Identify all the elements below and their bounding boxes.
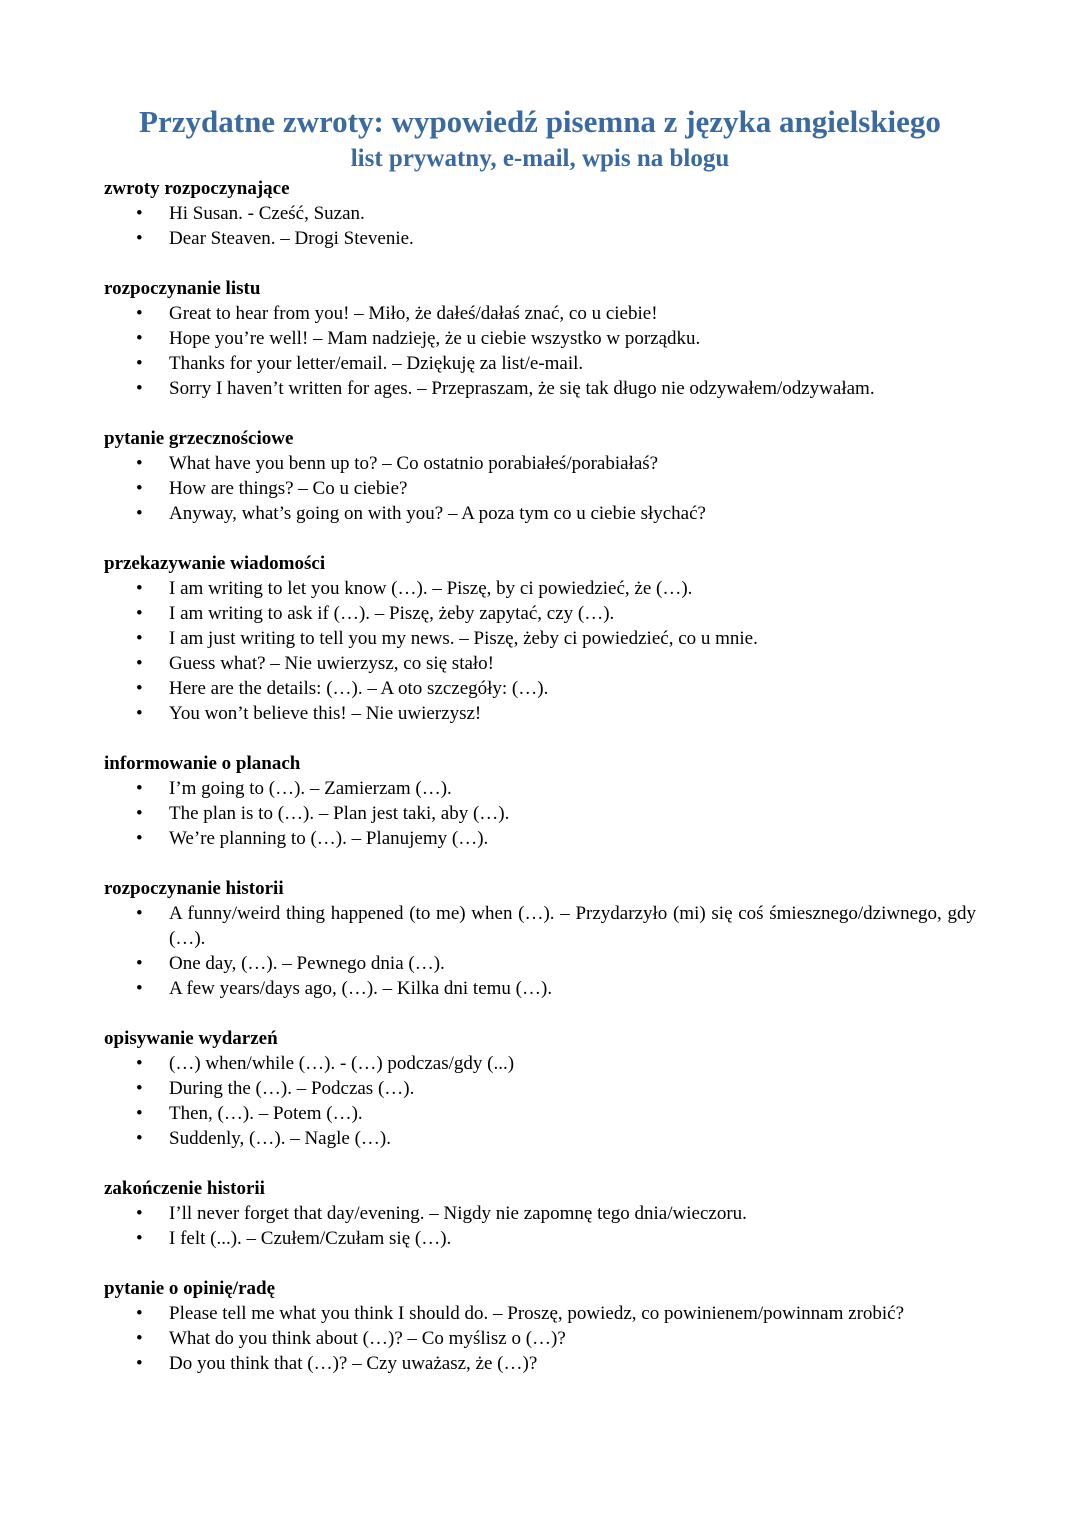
list-item bbox=[104, 1226, 976, 1251]
phrase-text: We’re planning to (…). – Planujemy (…). bbox=[169, 828, 489, 849]
bullet-icon: • bbox=[136, 328, 143, 349]
bullet-icon: • bbox=[136, 478, 143, 499]
list-item bbox=[104, 951, 976, 976]
list-item bbox=[104, 676, 976, 701]
bullet-icon: • bbox=[136, 1353, 143, 1374]
list-item bbox=[104, 1201, 976, 1226]
page-subtitle: list prywatny, e-mail, wpis na blogu bbox=[350, 145, 730, 172]
list-item bbox=[104, 326, 976, 351]
section bbox=[104, 551, 976, 726]
list-item bbox=[104, 451, 976, 476]
phrase-text: One day, (…). – Pewnego dnia (…). bbox=[169, 953, 445, 974]
list-item bbox=[104, 501, 976, 526]
bullet-icon: • bbox=[136, 703, 143, 724]
bullet-icon: • bbox=[136, 1203, 143, 1224]
phrase-text: Do you think that (…)? – Czy uważasz, że (…)? bbox=[169, 1353, 538, 1374]
phrase-text: During the (…). – Podczas (…). bbox=[169, 1078, 415, 1099]
section-heading: informowanie o planach bbox=[104, 753, 301, 774]
page-title: Przydatne zwroty: wypowiedź pisemna z języka angielskiego bbox=[139, 104, 941, 139]
list-item bbox=[104, 201, 976, 226]
phrase-text: I am just writing to tell you my news. – Piszę, żeby ci powiedzieć, co u mnie. bbox=[169, 628, 758, 649]
list-item bbox=[104, 1076, 976, 1101]
list-item bbox=[104, 576, 976, 601]
phrase-text: Guess what? – Nie uwierzysz, co się stało! bbox=[169, 653, 495, 674]
list-item bbox=[104, 701, 976, 726]
section bbox=[104, 751, 976, 851]
phrase-text: Here are the details: (…). – A oto szczegóły: (…). bbox=[169, 678, 549, 699]
phrase-text: Please tell me what you think I should do. – Proszę, powiedz, co powinienem/powinnam zrobić? bbox=[169, 1303, 905, 1324]
bullet-icon: • bbox=[136, 903, 143, 924]
list-item bbox=[104, 351, 976, 376]
bullet-icon: • bbox=[136, 1228, 143, 1249]
list-item bbox=[104, 901, 976, 951]
phrase-text: I felt (...). – Czułem/Czułam się (…). bbox=[169, 1228, 452, 1249]
bullet-icon: • bbox=[136, 1078, 143, 1099]
section-heading: przekazywanie wiadomości bbox=[104, 553, 326, 574]
list-item bbox=[104, 376, 976, 401]
phrase-text: Then, (…). – Potem (…). bbox=[169, 1103, 363, 1124]
list-item bbox=[104, 1301, 976, 1326]
bullet-icon: • bbox=[136, 803, 143, 824]
section bbox=[104, 1026, 976, 1151]
list-item bbox=[104, 801, 976, 826]
phrase-list bbox=[104, 201, 976, 251]
phrase-text: Sorry I haven’t written for ages. – Przepraszam, że się tak długo nie odzywałem/odzywałam. bbox=[169, 378, 875, 399]
bullet-icon: • bbox=[136, 1103, 143, 1124]
list-item bbox=[104, 626, 976, 651]
bullet-icon: • bbox=[136, 1128, 143, 1149]
phrase-list bbox=[104, 776, 976, 851]
list-item bbox=[104, 1351, 976, 1376]
phrase-text: Anyway, what’s going on with you? – A poza tym co u ciebie słychać? bbox=[169, 503, 706, 524]
section bbox=[104, 1176, 976, 1251]
section bbox=[104, 876, 976, 1001]
list-item bbox=[104, 651, 976, 676]
phrase-text: (…) when/while (…). - (…) podczas/gdy (...) bbox=[169, 1053, 515, 1074]
bullet-icon: • bbox=[136, 578, 143, 599]
phrase-list bbox=[104, 901, 976, 1001]
phrase-list bbox=[104, 1051, 976, 1151]
section-heading: pytanie o opinię/radę bbox=[104, 1278, 276, 1299]
phrase-text: Dear Steaven. – Drogi Stevenie. bbox=[169, 228, 414, 249]
bullet-icon: • bbox=[136, 378, 143, 399]
phrase-list bbox=[104, 301, 976, 401]
bullet-icon: • bbox=[136, 828, 143, 849]
list-item bbox=[104, 1326, 976, 1351]
bullet-icon: • bbox=[136, 203, 143, 224]
phrase-text: I’m going to (…). – Zamierzam (…). bbox=[169, 778, 452, 799]
list-item bbox=[104, 601, 976, 626]
phrase-text: A funny/weird thing happened (to me) when (…). – Przydarzyło (mi) się coś śmiesznego/dziwnego, gdy (…). bbox=[169, 903, 976, 949]
phrase-text: Hi Susan. - Cześć, Suzan. bbox=[169, 203, 365, 224]
list-item bbox=[104, 476, 976, 501]
section-heading: opisywanie wydarzeń bbox=[104, 1028, 278, 1049]
section-heading: zwroty rozpoczynające bbox=[104, 178, 290, 199]
bullet-icon: • bbox=[136, 678, 143, 699]
section-heading: rozpoczynanie listu bbox=[104, 278, 261, 299]
section-heading: zakończenie historii bbox=[104, 1178, 265, 1199]
bullet-icon: • bbox=[136, 503, 143, 524]
section-heading: rozpoczynanie historii bbox=[104, 878, 284, 899]
list-item bbox=[104, 826, 976, 851]
bullet-icon: • bbox=[136, 303, 143, 324]
phrase-text: I am writing to ask if (…). – Piszę, żeby zapytać, czy (…). bbox=[169, 603, 615, 624]
section-heading: pytanie grzecznościowe bbox=[104, 428, 294, 449]
bullet-icon: • bbox=[136, 978, 143, 999]
phrase-text: The plan is to (…). – Plan jest taki, aby (…). bbox=[169, 803, 510, 824]
list-item bbox=[104, 301, 976, 326]
phrase-text: A few years/days ago, (…). – Kilka dni temu (…). bbox=[169, 978, 553, 999]
phrase-list bbox=[104, 1201, 976, 1251]
phrase-text: I am writing to let you know (…). – Piszę, by ci powiedzieć, że (…). bbox=[169, 578, 693, 599]
phrase-list bbox=[104, 576, 976, 726]
list-item bbox=[104, 1101, 976, 1126]
phrase-text: Thanks for your letter/email. – Dziękuję za list/e-mail. bbox=[169, 353, 584, 374]
list-item bbox=[104, 976, 976, 1001]
phrase-text: Suddenly, (…). – Nagle (…). bbox=[169, 1128, 391, 1149]
section bbox=[104, 176, 976, 251]
bullet-icon: • bbox=[136, 228, 143, 249]
bullet-icon: • bbox=[136, 628, 143, 649]
section bbox=[104, 1276, 976, 1376]
bullet-icon: • bbox=[136, 353, 143, 374]
bullet-icon: • bbox=[136, 653, 143, 674]
phrase-text: How are things? – Co u ciebie? bbox=[169, 478, 408, 499]
list-item bbox=[104, 1051, 976, 1076]
phrase-list bbox=[104, 451, 976, 526]
phrase-list bbox=[104, 1301, 976, 1376]
list-item bbox=[104, 1126, 976, 1151]
list-item bbox=[104, 226, 976, 251]
bullet-icon: • bbox=[136, 1303, 143, 1324]
phrase-text: What have you benn up to? – Co ostatnio porabiałeś/porabiałaś? bbox=[169, 453, 659, 474]
phrase-text: Hope you’re well! – Mam nadzieję, że u ciebie wszystko w porządku. bbox=[169, 328, 701, 349]
phrase-text: I’ll never forget that day/evening. – Nigdy nie zapomnę tego dnia/wieczoru. bbox=[169, 1203, 747, 1224]
bullet-icon: • bbox=[136, 953, 143, 974]
section bbox=[104, 276, 976, 401]
phrase-text: Great to hear from you! – Miło, że dałeś/dałaś znać, co u ciebie! bbox=[169, 303, 658, 324]
section bbox=[104, 426, 976, 526]
bullet-icon: • bbox=[136, 603, 143, 624]
bullet-icon: • bbox=[136, 1053, 143, 1074]
phrase-text: You won’t believe this! – Nie uwierzysz! bbox=[169, 703, 482, 724]
bullet-icon: • bbox=[136, 778, 143, 799]
sections-container bbox=[104, 176, 976, 1376]
bullet-icon: • bbox=[136, 1328, 143, 1349]
phrase-text: What do you think about (…)? – Co myślisz o (…)? bbox=[169, 1328, 566, 1349]
list-item bbox=[104, 776, 976, 801]
bullet-icon: • bbox=[136, 453, 143, 474]
